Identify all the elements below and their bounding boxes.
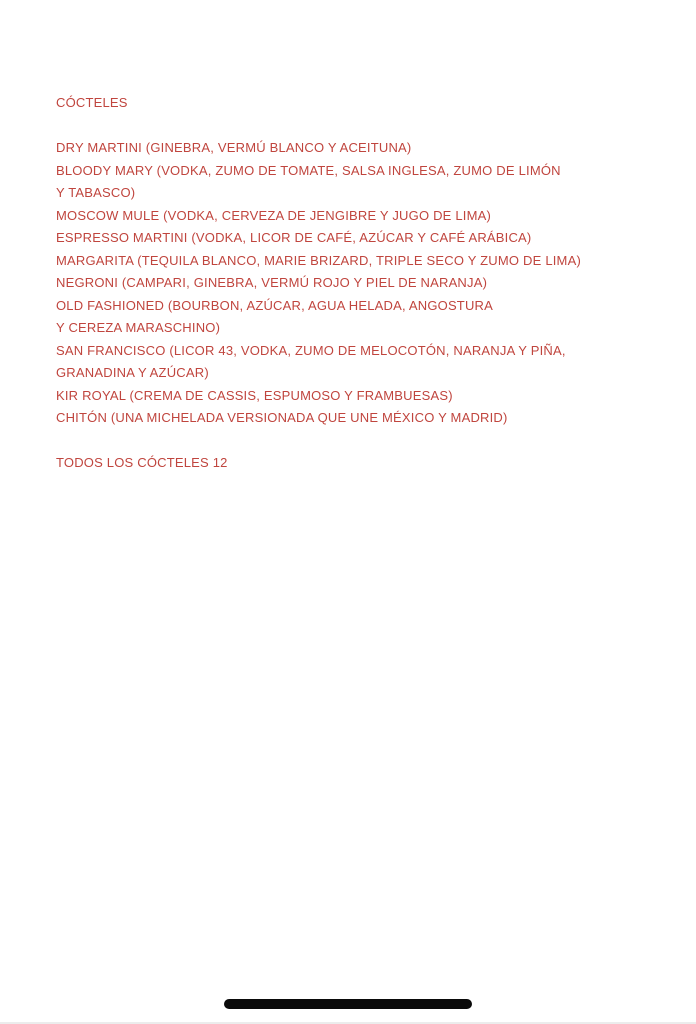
cocktail-item	[56, 250, 656, 273]
cocktail-item	[56, 340, 656, 385]
price-note: TODOS LOS CÓCTELES 12	[56, 455, 228, 470]
cocktail-item-line: NEGRONI (CAMPARI, GINEBRA, VERMÚ ROJO Y PIEL DE NARANJA)	[56, 275, 488, 290]
cocktail-item-line: CHITÓN (UNA MICHELADA VERSIONADA QUE UNE MÉXICO Y MADRID)	[56, 410, 508, 425]
cocktail-item	[56, 205, 656, 228]
cocktail-item	[56, 137, 656, 160]
cocktail-item	[56, 407, 656, 430]
cocktail-item-line: OLD FASHIONED (BOURBON, AZÚCAR, AGUA HELADA, ANGOSTURA	[56, 297, 494, 313]
cocktail-menu	[56, 92, 656, 475]
cocktail-item-line: Y CEREZA MARASCHINO)	[56, 320, 221, 335]
cocktail-item-line: MOSCOW MULE (VODKA, CERVEZA DE JENGIBRE Y JUGO DE LIMA)	[56, 207, 492, 223]
cocktail-item-line: MARGARITA (TEQUILA BLANCO, MARIE BRIZARD, TRIPLE SECO Y ZUMO DE LIMA)	[56, 252, 581, 268]
home-indicator[interactable]	[224, 999, 472, 1009]
cocktail-item-line: Y TABASCO)	[56, 185, 136, 200]
cocktail-item	[56, 272, 656, 295]
cocktail-item-line: KIR ROYAL (CREMA DE CASSIS, ESPUMOSO Y FRAMBUESAS)	[56, 387, 453, 403]
cocktail-item-line: BLOODY MARY (VODKA, ZUMO DE TOMATE, SALSA INGLESA, ZUMO DE LIMÓN	[56, 162, 561, 178]
cocktail-item	[56, 295, 656, 340]
cocktail-item	[56, 160, 656, 205]
cocktail-item-line: DRY MARTINI (GINEBRA, VERMÚ BLANCO Y ACEITUNA)	[56, 140, 412, 155]
cocktail-item	[56, 227, 656, 250]
section-title: CÓCTELES	[56, 95, 128, 110]
cocktail-list	[56, 137, 656, 430]
spacer	[56, 115, 656, 138]
cocktail-item-line: GRANADINA Y AZÚCAR)	[56, 365, 209, 380]
cocktail-item-line: SAN FRANCISCO (LICOR 43, VODKA, ZUMO DE MELOCOTÓN, NARANJA Y PIÑA,	[56, 342, 566, 358]
spacer	[56, 430, 656, 453]
cocktail-item	[56, 385, 656, 408]
cocktail-item-line: ESPRESSO MARTINI (VODKA, LICOR DE CAFÉ, AZÚCAR Y CAFÉ ARÁBICA)	[56, 230, 532, 245]
